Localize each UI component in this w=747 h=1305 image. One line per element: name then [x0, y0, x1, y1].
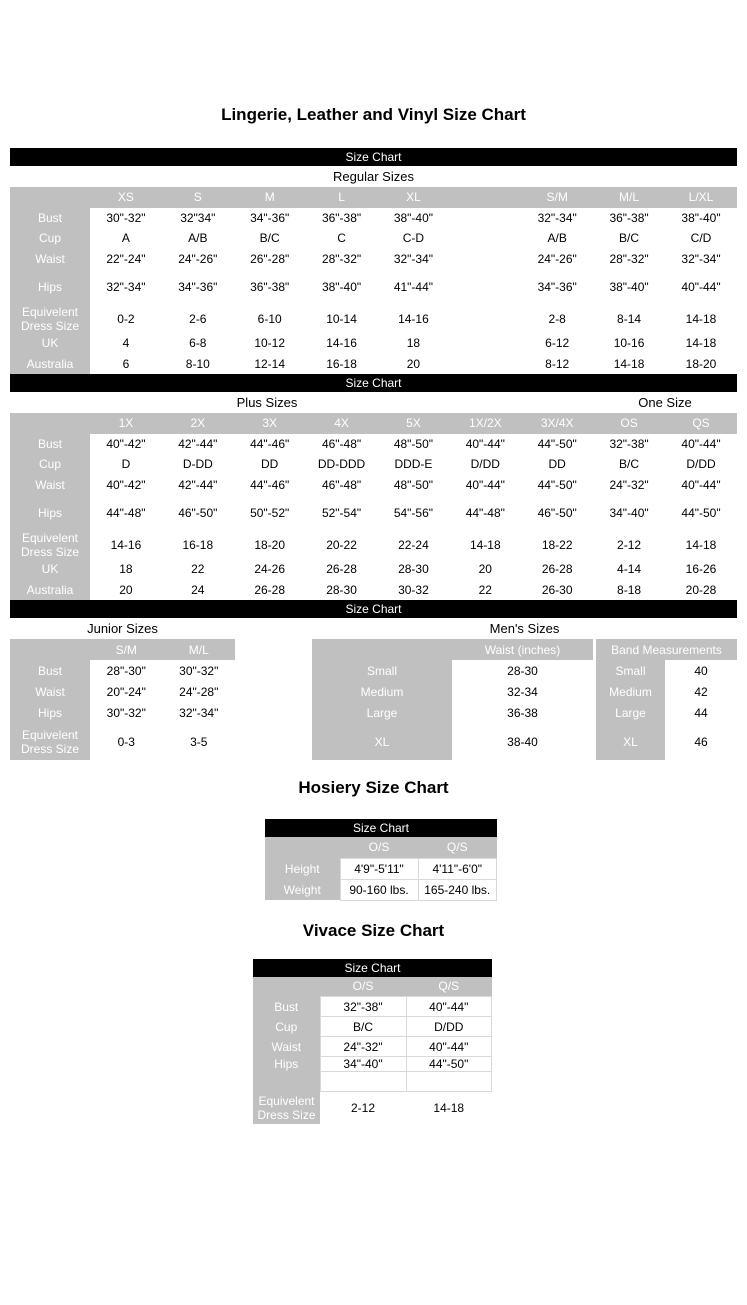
- cell: 40"-44": [406, 997, 492, 1017]
- row-label: Small: [312, 660, 452, 681]
- cell: 4-14: [593, 559, 665, 580]
- cell: 8-12: [521, 354, 593, 375]
- corner-cell: [265, 837, 340, 858]
- column-header: 4X: [306, 413, 378, 434]
- cell: 14-18: [593, 354, 665, 375]
- cell: 24"-28": [163, 681, 236, 702]
- row-label: Waist: [10, 475, 90, 496]
- cell: 26-28: [521, 559, 593, 580]
- table-row: [312, 660, 593, 681]
- cell: [320, 1072, 406, 1092]
- cell: 14-18: [665, 333, 737, 354]
- cell: 32"-34": [521, 208, 593, 229]
- size-chart-bar-junior-mens: Size Chart: [10, 600, 737, 618]
- column-header: 1X: [90, 413, 162, 434]
- corner-cell: [10, 639, 90, 660]
- hosiery-table: [265, 837, 497, 901]
- table-row: [10, 660, 235, 681]
- cell: 46"-50": [521, 495, 593, 531]
- column-header: XS: [90, 187, 162, 208]
- cell: 14-18: [406, 1092, 492, 1124]
- cell: 2-12: [593, 531, 665, 559]
- table-row: [596, 702, 737, 723]
- column-header: M/L: [593, 187, 665, 208]
- cell: 0-3: [90, 723, 163, 760]
- row-label: Bust: [253, 997, 320, 1017]
- table-row: [10, 333, 737, 354]
- cell: 30"-32": [90, 208, 162, 229]
- cell: 26-30: [521, 580, 593, 601]
- cell: 20-22: [306, 531, 378, 559]
- cell: B/C: [320, 1017, 406, 1037]
- cell: 20: [378, 354, 450, 375]
- cell: 44"-46": [234, 475, 306, 496]
- cell: 90-160 lbs.: [340, 879, 418, 900]
- row-label: Large: [596, 702, 665, 723]
- row-label: Small: [596, 660, 665, 681]
- cell: 40"-42": [90, 475, 162, 496]
- header-row: [265, 837, 497, 858]
- cell: 14-18: [665, 305, 737, 333]
- cell: 46"-48": [306, 434, 378, 455]
- row-label: Equivelent Dress Size: [10, 723, 90, 760]
- cell: 30"-32": [90, 702, 163, 723]
- cell: 38"-40": [378, 208, 450, 229]
- cell: 4'9"-5'11": [340, 858, 418, 879]
- row-label: Height: [265, 858, 340, 879]
- regular-sizes-table: [10, 187, 737, 374]
- cell: [449, 249, 521, 270]
- cell: 16-18: [162, 531, 234, 559]
- size-chart-bar-regular: Size Chart: [10, 148, 737, 166]
- cell: 40"-44": [665, 269, 737, 305]
- column-header: L: [306, 187, 378, 208]
- one-size-heading: One Size: [638, 395, 692, 410]
- cell: 4'11"-6'0": [418, 858, 497, 879]
- table-row: [10, 354, 737, 375]
- row-label: XL: [312, 723, 452, 760]
- cell: 22-24: [378, 531, 450, 559]
- table-row: [10, 434, 737, 455]
- cell: 28-30: [452, 660, 593, 681]
- table-row: [10, 559, 737, 580]
- column-header: S/M: [90, 639, 163, 660]
- row-label: Equivelent Dress Size: [253, 1092, 320, 1124]
- cell: DD-DDD: [306, 454, 378, 475]
- column-header: L/XL: [665, 187, 737, 208]
- row-label: XL: [596, 723, 665, 760]
- cell: [449, 333, 521, 354]
- size-table: [10, 639, 235, 760]
- cell: 165-240 lbs.: [418, 879, 497, 900]
- cell: 44"-48": [449, 495, 521, 531]
- cell: 8-10: [162, 354, 234, 375]
- corner-cell: [10, 187, 90, 208]
- row-label: Equivelent Dress Size: [10, 531, 90, 559]
- table-row: [253, 1072, 492, 1092]
- cell: 22: [162, 559, 234, 580]
- cell: 28"-32": [306, 249, 378, 270]
- table-row: [312, 723, 593, 760]
- header-row: [10, 639, 235, 660]
- cell: [449, 208, 521, 229]
- table-row: [312, 702, 593, 723]
- row-label: Hips: [10, 495, 90, 531]
- column-header: 3X/4X: [521, 413, 593, 434]
- column-header: M: [234, 187, 306, 208]
- cell: 28"-32": [593, 249, 665, 270]
- main-size-chart: [10, 148, 737, 760]
- row-label: Large: [312, 702, 452, 723]
- cell: 8-18: [593, 580, 665, 601]
- cell: [449, 269, 521, 305]
- cell: 26"-28": [234, 249, 306, 270]
- cell: 44"-50": [665, 495, 737, 531]
- table-row: [10, 681, 235, 702]
- hosiery-size-chart-bar: Size Chart: [265, 819, 497, 837]
- cell: 3-5: [163, 723, 236, 760]
- cell: 32"-34": [378, 249, 450, 270]
- cell: 34"-40": [593, 495, 665, 531]
- cell: 36-38: [452, 702, 593, 723]
- mens-waist-table: [312, 639, 593, 760]
- column-header: XL: [378, 187, 450, 208]
- row-label: Hips: [10, 269, 90, 305]
- cell: 48"-50": [378, 475, 450, 496]
- size-table: [10, 413, 737, 600]
- cell: 20: [90, 580, 162, 601]
- cell: D: [90, 454, 162, 475]
- corner-cell: [312, 639, 452, 660]
- cell: [406, 1072, 492, 1092]
- cell: 32"-38": [320, 997, 406, 1017]
- table-row: [10, 208, 737, 229]
- row-label: Weight: [265, 879, 340, 900]
- vivace-size-chart: [253, 959, 492, 1124]
- cell: 30"-32": [163, 660, 236, 681]
- cell: 42: [665, 681, 737, 702]
- cell: 40"-44": [665, 475, 737, 496]
- table-row: [10, 454, 737, 475]
- row-label: Cup: [253, 1017, 320, 1037]
- cell: 20"-24": [90, 681, 163, 702]
- cell: 24-26: [234, 559, 306, 580]
- column-header: 5X: [378, 413, 450, 434]
- vivace-size-chart-bar: Size Chart: [253, 959, 492, 977]
- row-label: Equivelent Dress Size: [10, 305, 90, 333]
- cell: B/C: [593, 454, 665, 475]
- table-row: [253, 1092, 492, 1124]
- junior-mens-gap: [235, 639, 312, 760]
- row-label: Waist: [253, 1037, 320, 1057]
- row-label: Hips: [10, 702, 90, 723]
- cell: 26-28: [306, 559, 378, 580]
- table-row: [253, 1017, 492, 1037]
- cell: 2-12: [320, 1092, 406, 1124]
- row-label: Bust: [10, 208, 90, 229]
- cell: 20: [449, 559, 521, 580]
- table-row: [265, 858, 497, 879]
- cell: 12-14: [234, 354, 306, 375]
- cell: 44"-50": [406, 1057, 492, 1072]
- cell: 40"-44": [449, 434, 521, 455]
- table-row: [596, 681, 737, 702]
- mens-band-table: [596, 639, 737, 760]
- column-header: OS: [593, 413, 665, 434]
- plus-sizes-heading: Plus Sizes: [236, 395, 298, 410]
- cell: 44"-50": [521, 434, 593, 455]
- cell: 16-26: [665, 559, 737, 580]
- cell: 42"-44": [162, 434, 234, 455]
- row-label: Waist: [10, 249, 90, 270]
- cell: 8-14: [593, 305, 665, 333]
- row-label: Waist: [10, 681, 90, 702]
- column-header: S/M: [521, 187, 593, 208]
- table-row: [10, 228, 737, 249]
- cell: 34"-36": [234, 208, 306, 229]
- cell: B/C: [234, 228, 306, 249]
- column-header: 1X/2X: [449, 413, 521, 434]
- cell: [449, 354, 521, 375]
- header-row: [10, 413, 737, 434]
- cell: 22: [449, 580, 521, 601]
- cell: 44: [665, 702, 737, 723]
- cell: 24"-32": [320, 1037, 406, 1057]
- corner-cell: [10, 413, 90, 434]
- cell: 40"-42": [90, 434, 162, 455]
- size-table: [10, 187, 737, 374]
- cell: 6-8: [162, 333, 234, 354]
- cell: C-D: [378, 228, 450, 249]
- size-table: [596, 639, 737, 760]
- cell: 24: [162, 580, 234, 601]
- table-row: [10, 702, 235, 723]
- table-row: [253, 1057, 492, 1072]
- cell: 10-16: [593, 333, 665, 354]
- column-header: 2X: [162, 413, 234, 434]
- header-row: [10, 187, 737, 208]
- cell: 42"-44": [162, 475, 234, 496]
- page-title: Lingerie, Leather and Vinyl Size Chart: [221, 105, 526, 124]
- regular-sizes-heading: Regular Sizes: [333, 169, 414, 184]
- cell: 28-30: [378, 559, 450, 580]
- cell: 40"-44": [449, 475, 521, 496]
- hosiery-title: Hosiery Size Chart: [298, 778, 449, 797]
- cell: D/DD: [406, 1017, 492, 1037]
- row-label: Bust: [10, 434, 90, 455]
- cell: 38"-40": [593, 269, 665, 305]
- cell: 18-22: [521, 531, 593, 559]
- cell: DD: [521, 454, 593, 475]
- table-row: [10, 495, 737, 531]
- corner-cell: [253, 977, 320, 997]
- cell: 36"-38": [234, 269, 306, 305]
- cell: 18-20: [665, 354, 737, 375]
- column-header: 3X: [234, 413, 306, 434]
- cell: 6-10: [234, 305, 306, 333]
- cell: C/D: [665, 228, 737, 249]
- cell: 14-18: [449, 531, 521, 559]
- cell: 32"-34": [665, 249, 737, 270]
- column-header: [449, 187, 521, 208]
- header-row: [253, 977, 492, 997]
- cell: B/C: [593, 228, 665, 249]
- cell: 52"-54": [306, 495, 378, 531]
- hosiery-size-chart: [265, 819, 497, 901]
- cell: 14-16: [378, 305, 450, 333]
- cell: A: [90, 228, 162, 249]
- junior-mens-heading-row: [10, 618, 737, 639]
- table-row: [253, 1037, 492, 1057]
- cell: 10-12: [234, 333, 306, 354]
- row-label: Cup: [10, 454, 90, 475]
- cell: 32"34": [162, 208, 234, 229]
- size-table: [253, 977, 492, 1124]
- cell: 14-16: [90, 531, 162, 559]
- cell: 20-28: [665, 580, 737, 601]
- cell: 44"-48": [90, 495, 162, 531]
- cell: 38-40: [452, 723, 593, 760]
- cell: 46"-48": [306, 475, 378, 496]
- cell: [449, 228, 521, 249]
- cell: D/DD: [665, 454, 737, 475]
- cell: 14-16: [306, 333, 378, 354]
- cell: 32"-38": [593, 434, 665, 455]
- cell: 44"-50": [521, 475, 593, 496]
- column-header: Waist (inches): [452, 639, 593, 660]
- cell: DDD-E: [378, 454, 450, 475]
- cell: 10-14: [306, 305, 378, 333]
- cell: 36"-38": [306, 208, 378, 229]
- column-header: QS: [665, 413, 737, 434]
- cell: 4: [90, 333, 162, 354]
- cell: 18-20: [234, 531, 306, 559]
- cell: 46: [665, 723, 737, 760]
- column-header: Band Measurements: [596, 639, 737, 660]
- cell: 26-28: [234, 580, 306, 601]
- row-label: Australia: [10, 580, 90, 601]
- table-row: [10, 269, 737, 305]
- table-row: [312, 681, 593, 702]
- column-header: O/S: [340, 837, 418, 858]
- cell: 40"-44": [665, 434, 737, 455]
- cell: A/B: [162, 228, 234, 249]
- row-label: UK: [10, 559, 90, 580]
- row-label: Medium: [596, 681, 665, 702]
- cell: [449, 305, 521, 333]
- mens-sizes-heading: Men's Sizes: [489, 621, 560, 636]
- table-row: [10, 580, 737, 601]
- cell: 32"-34": [163, 702, 236, 723]
- junior-sizes-table: [10, 639, 235, 760]
- header-row: [596, 639, 737, 660]
- column-header: O/S: [320, 977, 406, 997]
- column-header: Q/S: [406, 977, 492, 997]
- row-label: Australia: [10, 354, 90, 375]
- table-row: [10, 305, 737, 333]
- cell: 38"-40": [665, 208, 737, 229]
- cell: 28-30: [306, 580, 378, 601]
- junior-sizes-heading: Junior Sizes: [87, 621, 158, 636]
- cell: 34"-40": [320, 1057, 406, 1072]
- row-label: Bust: [10, 660, 90, 681]
- cell: 24"-26": [162, 249, 234, 270]
- column-header: S: [162, 187, 234, 208]
- vivace-title: Vivace Size Chart: [302, 920, 445, 940]
- header-row: [312, 639, 593, 660]
- cell: 44"-46": [234, 434, 306, 455]
- cell: 41"-44": [378, 269, 450, 305]
- cell: 38"-40": [306, 269, 378, 305]
- cell: 24"-26": [521, 249, 593, 270]
- plus-one-size-heading-row: [10, 392, 737, 413]
- cell: 32"-34": [90, 269, 162, 305]
- vivace-table: [253, 977, 492, 1124]
- cell: D-DD: [162, 454, 234, 475]
- row-label: [253, 1072, 320, 1092]
- cell: 22"-24": [90, 249, 162, 270]
- column-header: Q/S: [418, 837, 497, 858]
- cell: 28"-30": [90, 660, 163, 681]
- table-row: [596, 660, 737, 681]
- cell: 46"-50": [162, 495, 234, 531]
- cell: 40: [665, 660, 737, 681]
- cell: 30-32: [378, 580, 450, 601]
- cell: 18: [378, 333, 450, 354]
- table-row: [10, 723, 235, 760]
- size-table: [265, 837, 497, 901]
- cell: DD: [234, 454, 306, 475]
- cell: 24"-32": [593, 475, 665, 496]
- cell: 50"-52": [234, 495, 306, 531]
- cell: 6: [90, 354, 162, 375]
- cell: 6-12: [521, 333, 593, 354]
- plus-sizes-table: [10, 413, 737, 600]
- cell: 34"-36": [521, 269, 593, 305]
- size-chart-bar-plus: Size Chart: [10, 374, 737, 392]
- junior-mens-tables: [10, 639, 737, 760]
- cell: 2-6: [162, 305, 234, 333]
- cell: 40"-44": [406, 1037, 492, 1057]
- size-table: [312, 639, 593, 760]
- table-row: [10, 531, 737, 559]
- cell: 16-18: [306, 354, 378, 375]
- row-label: Hips: [253, 1057, 320, 1072]
- cell: C: [306, 228, 378, 249]
- cell: 36"-38": [593, 208, 665, 229]
- table-row: [265, 879, 497, 900]
- table-row: [10, 249, 737, 270]
- table-row: [10, 475, 737, 496]
- cell: 14-18: [665, 531, 737, 559]
- table-row: [596, 723, 737, 760]
- cell: 2-8: [521, 305, 593, 333]
- row-label: UK: [10, 333, 90, 354]
- cell: D/DD: [449, 454, 521, 475]
- cell: 54"-56": [378, 495, 450, 531]
- row-label: Cup: [10, 228, 90, 249]
- cell: 0-2: [90, 305, 162, 333]
- table-row: [253, 997, 492, 1017]
- cell: 32-34: [452, 681, 593, 702]
- cell: 18: [90, 559, 162, 580]
- column-header: M/L: [163, 639, 236, 660]
- cell: 34"-36": [162, 269, 234, 305]
- cell: 48"-50": [378, 434, 450, 455]
- row-label: Medium: [312, 681, 452, 702]
- cell: A/B: [521, 228, 593, 249]
